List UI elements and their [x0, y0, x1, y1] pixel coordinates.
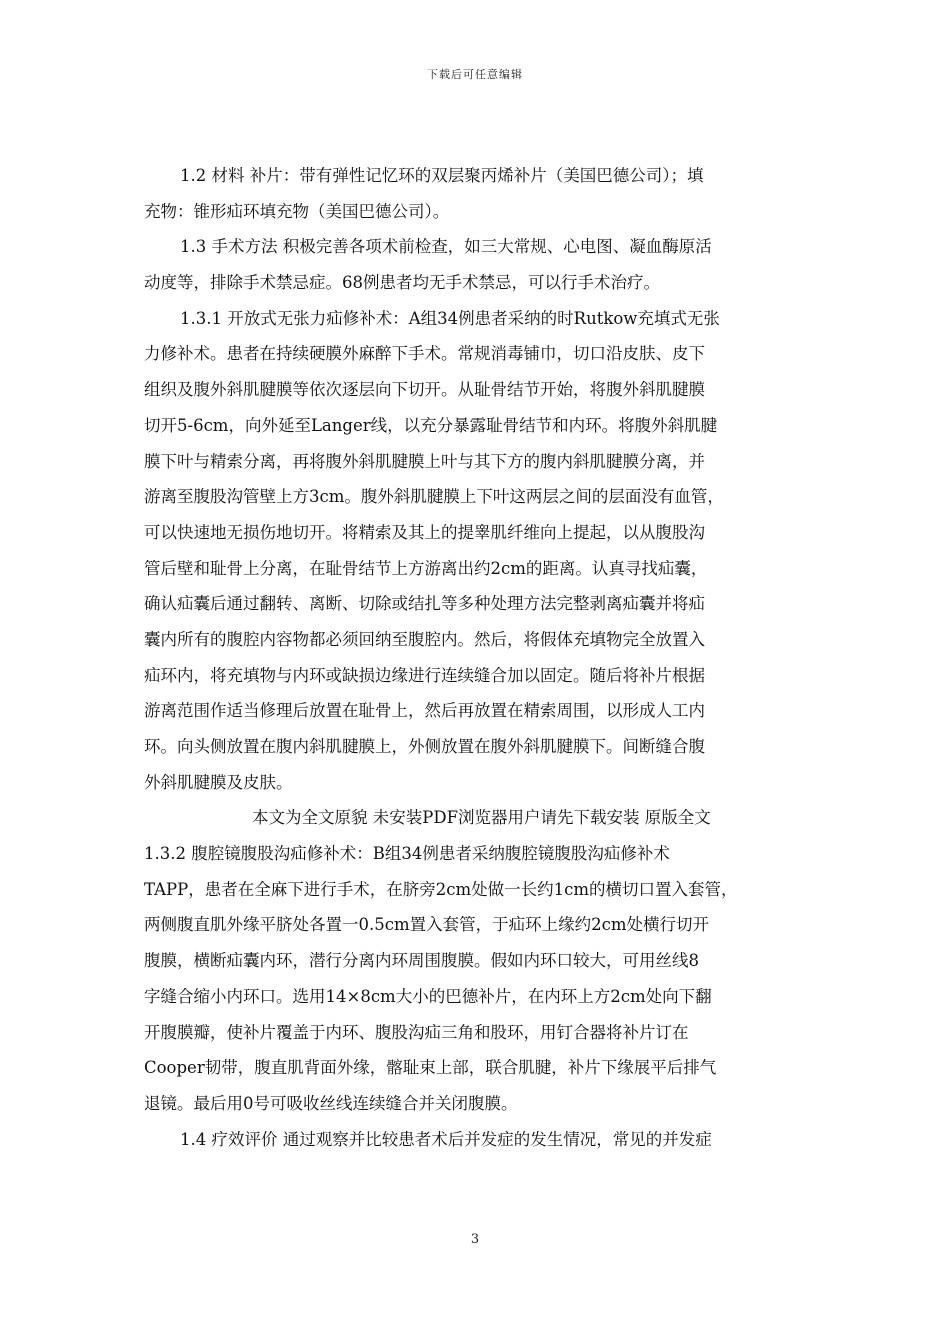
paragraph-line: 游离范围作适当修理后放置在耻骨上，然后再放置在精索周围，以形成人工内 [144, 701, 705, 721]
paragraph-line: 力修补术。患者在持续硬膜外麻醉下手术。常规消毒铺巾，切口沿皮肤、皮下 [144, 344, 705, 364]
paragraph-line: 开腹膜瓣，使补片覆盖于内环、腹股沟疝三角和股环，用钉合器将补片订在 [144, 1022, 689, 1042]
paragraph-line: TAPP，患者在全麻下进行手术，在脐旁2cm处做一长约1cm的横切口置入套管， [144, 879, 738, 899]
paragraph-line: 1.3.2 腹腔镜腹股沟疝修补术：B组34例患者采纳腹腔镜腹股沟疝修补术 [144, 844, 670, 864]
paragraph-line: 动度等，排除手术禁忌症。68例患者均无手术禁忌，可以行手术治疗。 [144, 273, 660, 293]
paragraph-line: 退镜。最后用0号可吸收丝线连续缝合并关闭腹膜。 [144, 1093, 518, 1113]
document-body [144, 158, 812, 1157]
download-notice: 本文为全文原貌 未安装PDF浏览器用户请先下载安装 原版全文 [252, 808, 711, 828]
paragraph-line: 囊内所有的腹腔内容物都必须回纳至腹腔内。然后，将假体充填物完全放置入 [144, 629, 705, 649]
paragraph-line: 组织及腹外斜肌腱膜等依次逐层向下切开。从耻骨结节开始，将腹外斜肌腱膜 [144, 380, 705, 400]
paragraph-line: 1.2 材料 补片：带有弹性记忆环的双层聚丙烯补片（美国巴德公司）；填 [180, 166, 704, 185]
paragraph-line: 1.3.1 开放式无张力疝修补术：A组34例患者采纳的时Rutkow充填式无张 [180, 308, 720, 328]
paragraph-line: 确认疝囊后通过翻转、离断、切除或结扎等多种处理方法完整剥离疝囊并将疝 [144, 594, 705, 614]
paragraph-line: 1.3 手术方法 积极完善各项术前检查，如三大常规、心电图、凝血酶原活 [180, 237, 712, 257]
paragraph-line: 腹膜，横断疝囊内环，潜行分离内环周围腹膜。假如内环口较大，可用丝线8 [144, 951, 699, 971]
paragraph-line: 游离至腹股沟管壁上方3cm。腹外斜肌腱膜上下叶这两层之间的层面没有血管， [144, 487, 724, 507]
page-header: 下载后可任意编辑 [427, 68, 523, 81]
paragraph-line: 膜下叶与精索分离，再将腹外斜肌腱膜上叶与其下方的腹内斜肌腱膜分离，并 [144, 451, 705, 471]
paragraph-line: 可以快速地无损伤地切开。将精索及其上的提睾肌纤维向上提起，以从腹股沟 [144, 522, 705, 542]
paragraph-line: 环。向头侧放置在腹内斜肌腱膜上，外侧放置在腹外斜肌腱膜下。间断缝合腹 [144, 737, 705, 756]
paragraph-line: 外斜肌腱膜及皮肤。 [144, 772, 293, 792]
page-number: 3 [470, 1232, 480, 1247]
paragraph-line: 字缝合缩小内环口。选用14×8cm大小的巴德补片，在内环上方2cm处向下翻 [144, 986, 712, 1006]
paragraph-line: Cooper韧带，腹直肌背面外缘，髂耻束上部，联合肌腱，补片下缘展平后排气 [144, 1058, 717, 1078]
paragraph-line: 充物：锥形疝环填充物（美国巴德公司）。 [144, 201, 450, 221]
paragraph-line: 疝环内，将充填物与内环或缺损边缘进行连续缝合加以固定。随后将补片根据 [144, 665, 705, 685]
paragraph-line: 两侧腹直肌外缘平脐处各置一0.5cm置入套管，于疝环上缘约2cm处横行切开 [144, 915, 710, 935]
paragraph-line: 管后壁和耻骨上分离，在耻骨结节上方游离出约2cm的距离。认真寻找疝囊， [144, 558, 708, 578]
paragraph-line: 1.4 疗效评价 通过观察并比较患者术后并发症的发生情况，常见的并发症 [180, 1129, 712, 1149]
paragraph-line: 切开5-6cm，向外延至Langer线，以充分暴露耻骨结节和内环。将腹外斜肌腱 [144, 415, 718, 435]
